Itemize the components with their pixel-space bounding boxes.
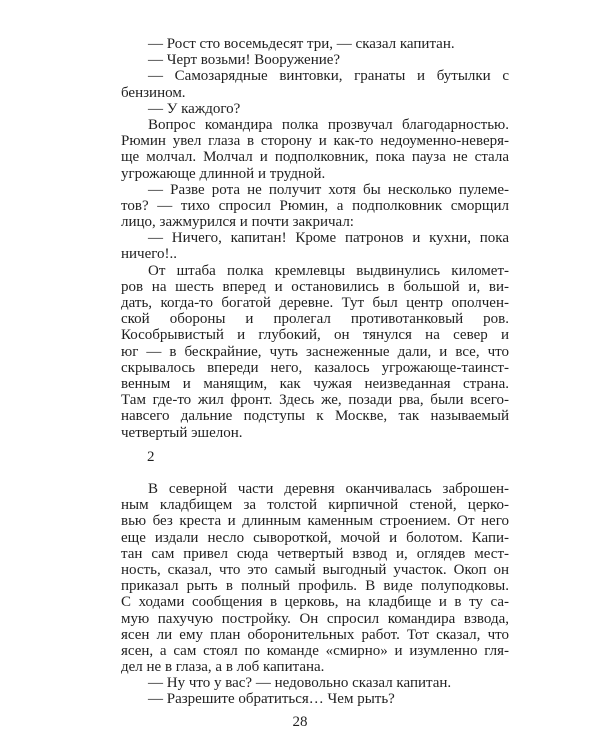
text-line: ров на шесть вперед и остановились в большой и, ви-	[121, 278, 509, 295]
text-line: скрывалось впереди него, казалось угрожающе-таинст-	[121, 359, 509, 376]
text-line: — Самозарядные винтовки, гранаты и бутылки с	[148, 68, 509, 85]
text-line: лицо, зажмурился и почти закричал:	[121, 214, 354, 231]
text-line: юг — в бескрайние, чуть заснеженные дали, и все, что	[121, 343, 509, 360]
text-line: В северной части деревня оканчивалась заброшен-	[148, 481, 509, 497]
text-line: дать, когда-то богатой деревне. Тут был центр ополчен-	[121, 295, 509, 311]
text-line: Там где-то жил фронт. Здесь же, позади рва, были всего-	[121, 392, 509, 409]
text-line: Кособрывистый и глубокий, он тянулся на север и	[121, 327, 509, 344]
text-block-2	[121, 481, 509, 708]
text-line: — Разве рота не получит хотя бы несколько пулеме-	[148, 181, 509, 198]
text-line: ясен ли ему план оборонительных работ. Тот сказал, что	[121, 626, 509, 643]
text-line: Рюмин увел глаза в сторону и как-то недоуменно-неверя-	[121, 133, 509, 150]
text-line: ность, сказал, что это самый выгодный участок. Окоп он	[121, 561, 509, 578]
text-line: вью без креста и длинным каменным строением. От него	[121, 513, 509, 530]
text-line: мую пахучую постройку. Он спросил командира взвода,	[121, 610, 509, 627]
text-line: ясен, а сам стоял по команде «смирно» и изумленно гля-	[121, 642, 509, 659]
text-line: венным и манящим, как чужая неизведанная страна.	[121, 375, 509, 392]
text-line: ничего!..	[121, 246, 178, 263]
text-line: бензином.	[121, 84, 186, 101]
text-line: тан сам привел сюда четвертый взвод и, оглядев мест-	[121, 545, 509, 562]
text-line: — Разрешите обратиться… Чем рыть?	[148, 691, 395, 708]
text-line: угрожающе длинной и трудной.	[121, 165, 326, 182]
text-block-1	[121, 36, 509, 441]
text-line: тов? — тихо спросил Рюмин, а подполковник сморщил	[121, 197, 509, 214]
text-line: — Рост сто восемьдесят три, — сказал капитан.	[148, 36, 455, 52]
text-line: — Ничего, капитан! Кроме патронов и кухни, пока	[148, 230, 509, 247]
page-number: 28	[292, 714, 308, 730]
section-number: 2	[147, 449, 155, 465]
text-line: ской обороны и пролегал противотанковый ров.	[121, 311, 509, 328]
text-line: ным кладбищем за толстой кирпичной стеной, церко-	[121, 497, 509, 514]
text-line: — Ну что у вас? — недовольно сказал капитан.	[148, 675, 452, 692]
text-line: — Черт возьми! Вооружение?	[148, 52, 341, 69]
text-line: навсего дальние подступы к Москве, так называемый	[121, 408, 509, 425]
text-line: четвертый эшелон.	[121, 424, 243, 441]
text-line: Вопрос командира полка прозвучал благодарностью.	[148, 116, 509, 133]
text-line: С ходами сообщения в церковь, на кладбище и в ту са-	[121, 594, 509, 611]
text-line: От штаба полка кремлевцы выдвинулись километ-	[148, 262, 509, 279]
text-line: еще издали несло сывороткой, мочой и болотом. Капи-	[121, 529, 509, 546]
text-line: дел не в глаза, а в лоб капитана.	[121, 659, 325, 676]
text-line: ще молчал. Молчал и подполковник, пока пауза не стала	[121, 149, 509, 166]
text-line: — У каждого?	[148, 100, 241, 117]
text-line: приказал рыть в полный профиль. В виде полуподковы.	[121, 578, 509, 595]
